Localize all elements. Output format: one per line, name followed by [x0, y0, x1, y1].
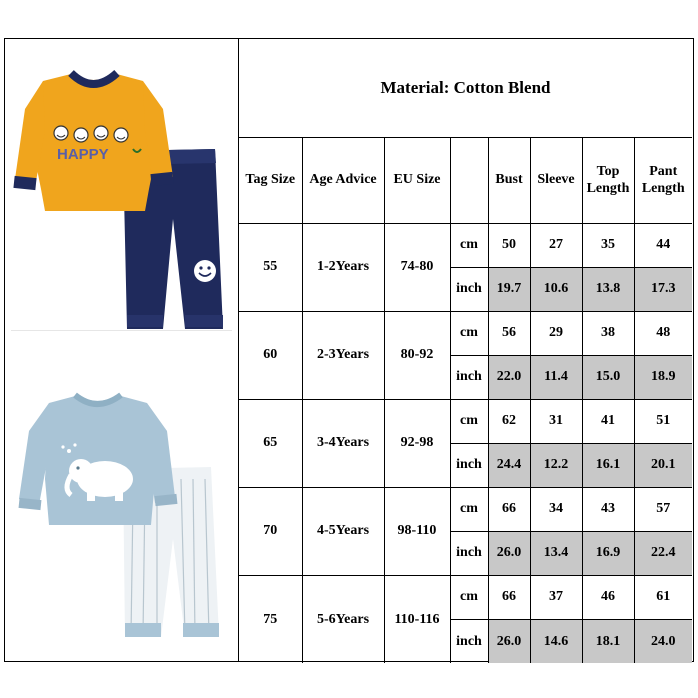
measure-inch-cell: 18.1	[582, 619, 634, 663]
measure-cm-cell: 37	[530, 575, 582, 619]
measure-inch-cell: 16.1	[582, 443, 634, 487]
unit-inch-cell: inch	[450, 619, 488, 663]
measure-inch-cell: 24.4	[488, 443, 530, 487]
measure-inch-cell: 24.0	[634, 619, 692, 663]
measure-cm-cell: 35	[582, 223, 634, 267]
measure-inch-cell: 15.0	[582, 355, 634, 399]
eu-size-cell: 98-110	[384, 487, 450, 575]
measure-inch-cell: 17.3	[634, 267, 692, 311]
measure-cm-cell: 27	[530, 223, 582, 267]
tag-size-cell: 60	[239, 311, 302, 399]
header-top-length: Top Length	[582, 137, 634, 223]
measure-cm-cell: 66	[488, 487, 530, 531]
tag-size-cell: 70	[239, 487, 302, 575]
measure-cm-cell: 56	[488, 311, 530, 355]
measure-cm-cell: 41	[582, 399, 634, 443]
measure-inch-cell: 13.4	[530, 531, 582, 575]
unit-inch-cell: inch	[450, 531, 488, 575]
eu-size-cell: 80-92	[384, 311, 450, 399]
tag-size-cell: 65	[239, 399, 302, 487]
age-advice-cell: 5-6Years	[302, 575, 384, 663]
size-row-cm	[239, 399, 692, 443]
measure-inch-cell: 10.6	[530, 267, 582, 311]
blue-elephant-outfit-illustration	[5, 339, 237, 659]
size-row-cm	[239, 311, 692, 355]
measure-cm-cell: 61	[634, 575, 692, 619]
header-unit	[450, 137, 488, 223]
product-photos-panel	[5, 39, 239, 661]
measure-inch-cell: 13.8	[582, 267, 634, 311]
unit-cm-cell: cm	[450, 223, 488, 267]
unit-cm-cell: cm	[450, 487, 488, 531]
eu-size-cell: 110-116	[384, 575, 450, 663]
measure-cm-cell: 48	[634, 311, 692, 355]
measure-inch-cell: 22.0	[488, 355, 530, 399]
unit-cm-cell: cm	[450, 575, 488, 619]
measure-inch-cell: 16.9	[582, 531, 634, 575]
unit-inch-cell: inch	[450, 443, 488, 487]
yellow-happy-outfit-illustration	[5, 39, 237, 329]
measure-inch-cell: 12.2	[530, 443, 582, 487]
size-table	[239, 39, 692, 663]
age-advice-cell: 1-2Years	[302, 223, 384, 311]
unit-inch-cell: inch	[450, 267, 488, 311]
product-photo-yellow-outfit	[5, 39, 237, 329]
measure-cm-cell: 50	[488, 223, 530, 267]
measure-cm-cell: 38	[582, 311, 634, 355]
measure-cm-cell: 57	[634, 487, 692, 531]
measure-cm-cell: 43	[582, 487, 634, 531]
shirt-happy-text: HAPPY	[57, 146, 109, 163]
header-bust: Bust	[488, 137, 530, 223]
measure-inch-cell: 20.1	[634, 443, 692, 487]
size-row-cm	[239, 487, 692, 531]
header-age-advice: Age Advice	[302, 137, 384, 223]
eu-size-cell: 74-80	[384, 223, 450, 311]
size-row-cm	[239, 223, 692, 267]
measure-inch-cell: 19.7	[488, 267, 530, 311]
measure-inch-cell: 22.4	[634, 531, 692, 575]
header-row	[239, 137, 692, 223]
size-row-cm	[239, 575, 692, 619]
measure-cm-cell: 46	[582, 575, 634, 619]
title-row	[239, 39, 692, 137]
tag-size-cell: 75	[239, 575, 302, 663]
measure-cm-cell: 66	[488, 575, 530, 619]
age-advice-cell: 4-5Years	[302, 487, 384, 575]
measure-cm-cell: 62	[488, 399, 530, 443]
measure-cm-cell: 51	[634, 399, 692, 443]
unit-cm-cell: cm	[450, 399, 488, 443]
unit-cm-cell: cm	[450, 311, 488, 355]
measure-cm-cell: 31	[530, 399, 582, 443]
product-photo-blue-outfit	[5, 339, 237, 659]
measure-cm-cell: 44	[634, 223, 692, 267]
size-chart-sheet	[4, 38, 694, 662]
age-advice-cell: 3-4Years	[302, 399, 384, 487]
measure-inch-cell: 26.0	[488, 619, 530, 663]
eu-size-cell: 92-98	[384, 399, 450, 487]
measure-inch-cell: 26.0	[488, 531, 530, 575]
material-title: Material: Cotton Blend	[239, 39, 692, 137]
measure-cm-cell: 29	[530, 311, 582, 355]
header-eu-size: EU Size	[384, 137, 450, 223]
header-tag-size: Tag Size	[239, 137, 302, 223]
header-sleeve: Sleeve	[530, 137, 582, 223]
measure-inch-cell: 18.9	[634, 355, 692, 399]
measure-cm-cell: 34	[530, 487, 582, 531]
unit-inch-cell: inch	[450, 355, 488, 399]
photo-divider	[11, 330, 232, 331]
smiley-icon	[194, 260, 216, 282]
measure-inch-cell: 11.4	[530, 355, 582, 399]
age-advice-cell: 2-3Years	[302, 311, 384, 399]
header-pant-length: Pant Length	[634, 137, 692, 223]
tag-size-cell: 55	[239, 223, 302, 311]
measure-inch-cell: 14.6	[530, 619, 582, 663]
